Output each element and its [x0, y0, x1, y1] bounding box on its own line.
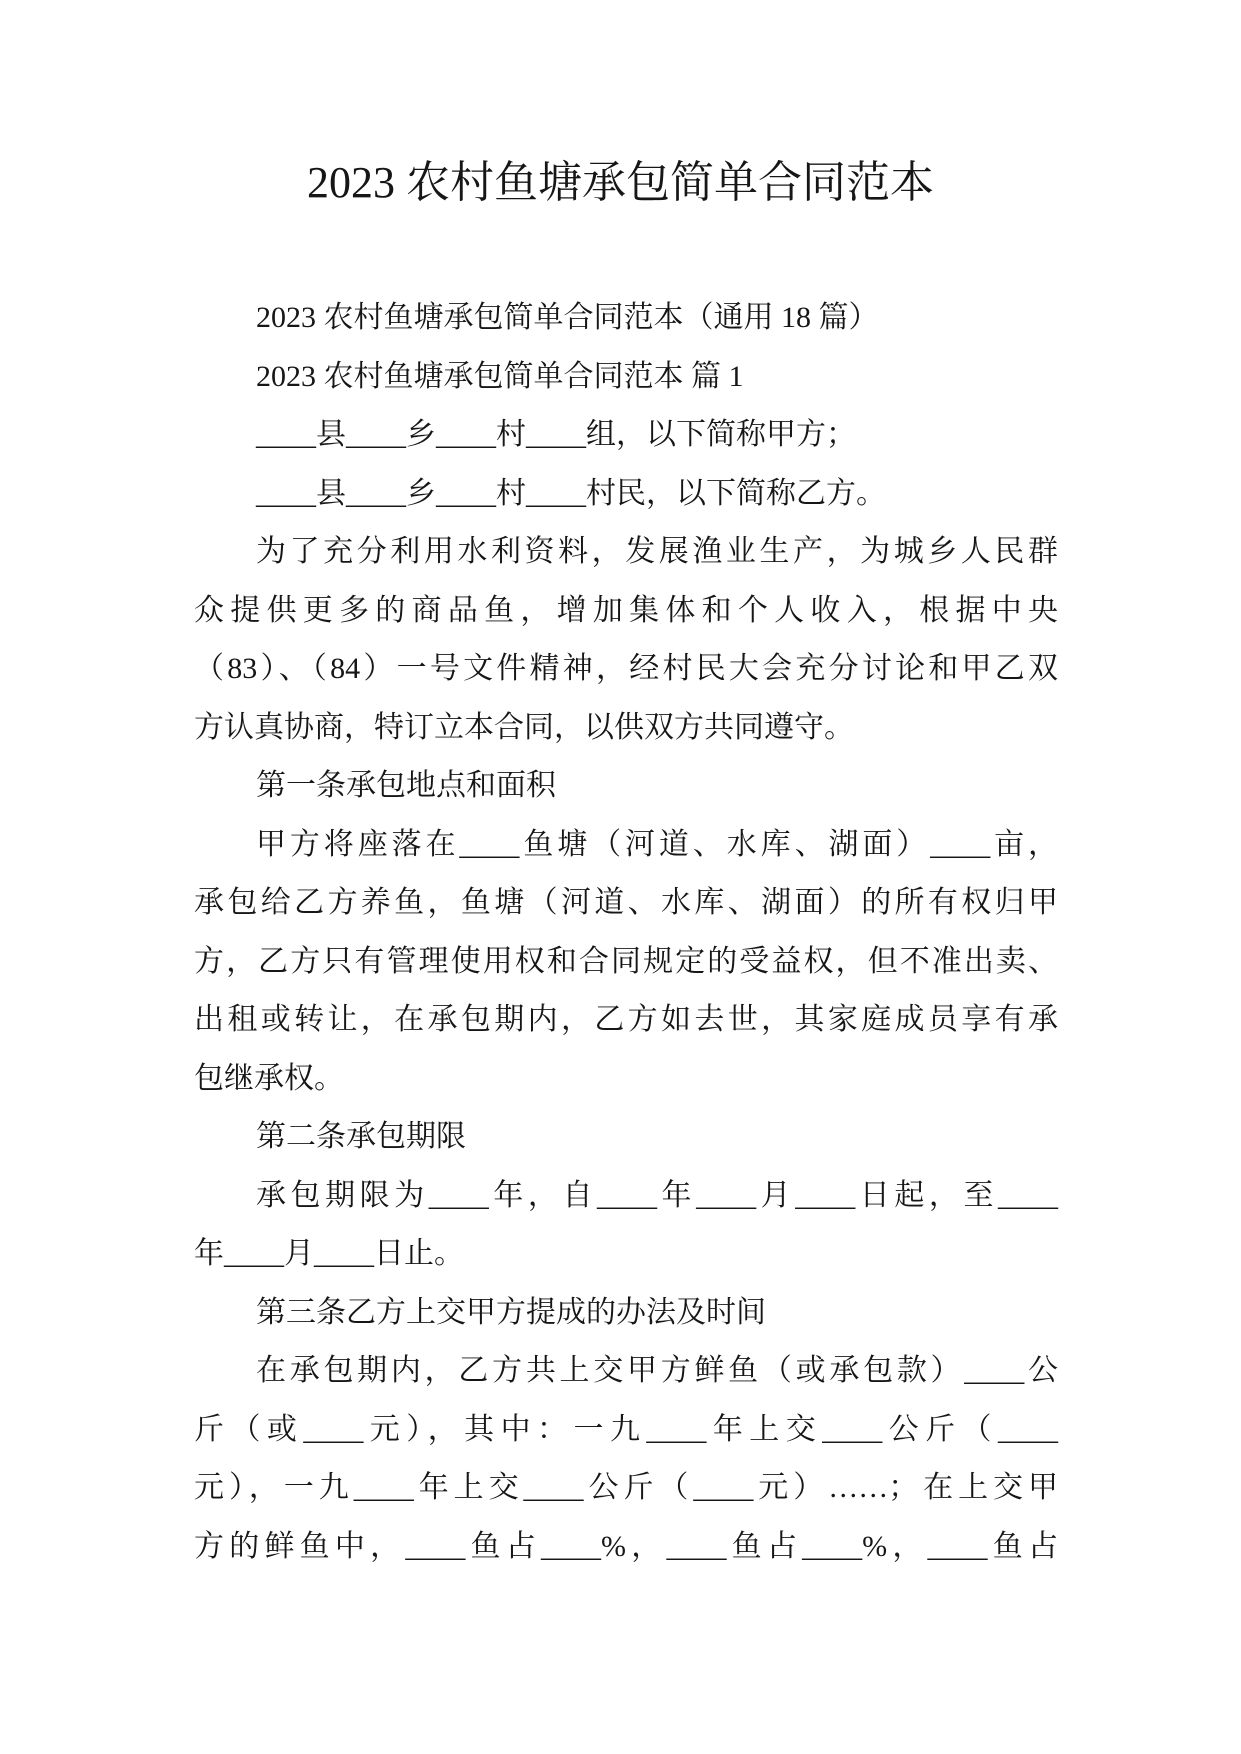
- paragraph-line: 元），一九____年上交____公斤（____元）……；在上交甲: [194, 1471, 1058, 1504]
- document-title: 2023 农村鱼塘承包简单合同范本: [307, 158, 934, 207]
- paragraph-line: 众提供更多的商品鱼，增加集体和个人收入，根据中央: [194, 593, 1058, 627]
- party-a-paragraph: [194, 406, 1058, 465]
- document-body: [194, 289, 1058, 1576]
- paragraph-line: 为了充分利用水利资料，发展渔业生产，为城乡人民群: [256, 535, 1058, 568]
- paragraph-line: 方的鲜鱼中，____鱼占____%，____鱼占____%，____鱼占: [194, 1529, 1058, 1563]
- paragraph-line: 2023 农村鱼塘承包简单合同范本（通用 18 篇）: [256, 301, 879, 334]
- paragraph-line: 方，乙方只有管理使用权和合同规定的受益权，但不准出卖、: [194, 944, 1058, 978]
- paragraph-line: 承包期限为____年，自____年____月____日起，至____: [256, 1178, 1058, 1212]
- article-heading: [194, 1284, 1058, 1343]
- paragraph-line: 包继承权。: [194, 1061, 344, 1095]
- paragraph-line: 甲方将座落在____鱼塘（河道、水库、湖面）____亩，: [256, 827, 1058, 861]
- paragraph-line: 在承包期内，乙方共上交甲方鲜鱼（或承包款）____公: [256, 1354, 1058, 1387]
- paragraph-line: 第二条承包期限: [256, 1120, 466, 1153]
- paragraph-line: 承包给乙方养鱼，鱼塘（河道、水库、湖面）的所有权归甲: [194, 886, 1058, 919]
- subtitle-paragraph: [194, 289, 1058, 348]
- article-paragraph: [194, 1342, 1058, 1576]
- paragraph-line: ____县____乡____村____村民，以下简称乙方。: [256, 476, 886, 510]
- paragraph-line: 第三条乙方上交甲方提成的办法及时间: [256, 1295, 766, 1329]
- paragraph-line: ____县____乡____村____组，以下简称甲方；: [256, 418, 856, 451]
- party-b-paragraph: [194, 465, 1058, 524]
- paragraph-line: 方认真协商，特订立本合同，以供双方共同遵守。: [194, 710, 854, 744]
- paragraph-line: 第一条承包地点和面积: [256, 769, 556, 802]
- paragraph-line: （83）、（84）一号文件精神，经村民大会充分讨论和甲乙双: [194, 652, 1058, 685]
- section-heading: [194, 348, 1058, 407]
- paragraph-line: 出租或转让，在承包期内，乙方如去世，其家庭成员享有承: [194, 1003, 1058, 1036]
- article-heading: [194, 1108, 1058, 1167]
- article-paragraph: [194, 1167, 1058, 1284]
- paragraph-line: 2023 农村鱼塘承包简单合同范本 篇 1: [256, 359, 744, 393]
- paragraph-line: 年____月____日止。: [194, 1237, 464, 1270]
- article-paragraph: [194, 816, 1058, 1109]
- article-heading: [194, 757, 1058, 816]
- preamble-paragraph: [194, 523, 1058, 757]
- paragraph-line: 斤（或____元），其中：一九____年上交____公斤（____: [194, 1412, 1058, 1446]
